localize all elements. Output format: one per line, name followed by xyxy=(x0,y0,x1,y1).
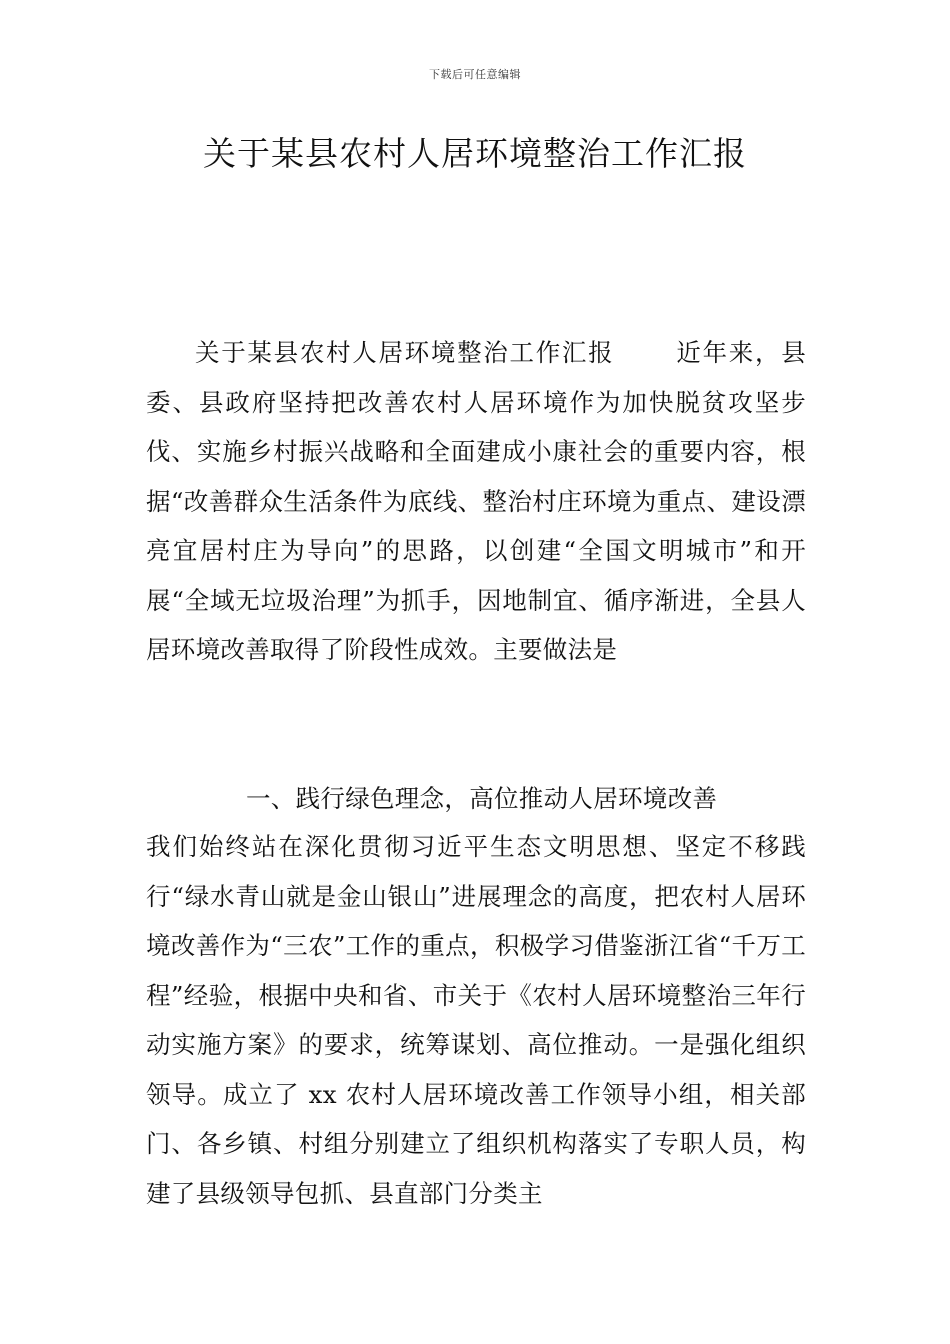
intro-lead-title: 关于某县农村人居环境整治工作汇报 xyxy=(195,338,615,367)
header-note: 下载后可任意编辑 xyxy=(429,68,521,81)
intro-body-text: 近年来，县委、县政府坚持把改善农村人居环境作为加快脱贫攻坚步伐、实施乡村振兴战略和全面建成小康社会的重要内容，根据“改善群众生活条件为底线、整治村庄环境为重点、建设漂亮宜居村庄为导向”的思路，以创建“全国文明城市”和开展“全域无垃圾治理”为抓手，因地制宜、循序渐进，全县人居环境改善取得了阶段性成效。主要做法是 xyxy=(146,338,806,664)
document-title: 关于某县农村人居环境整治工作汇报 xyxy=(203,134,747,173)
intro-paragraph xyxy=(146,328,806,675)
section-1-body: 我们始终站在深化贯彻习近平生态文明思想、坚定不移践行“绿水青山就是金山银山”进展理念的高度，把农村人居环境改善作为“三农”工作的重点，积极学习借鉴浙江省“千万工程”经验，根据中央和省、市关于《农村人居环境整治三年行动实施方案》的要求，统筹谋划、高位推动。一是强化组织领导。成立了 xx 农村人居环境改善工作领导小组，相关部门、各乡镇、村组分别建立了组织机构落实了专职人员，构建了县级领导包抓、县直部门分类主 xyxy=(146,832,806,1208)
section-1-heading: 一、践行绿色理念，高位推动人居环境改善 xyxy=(246,784,718,813)
